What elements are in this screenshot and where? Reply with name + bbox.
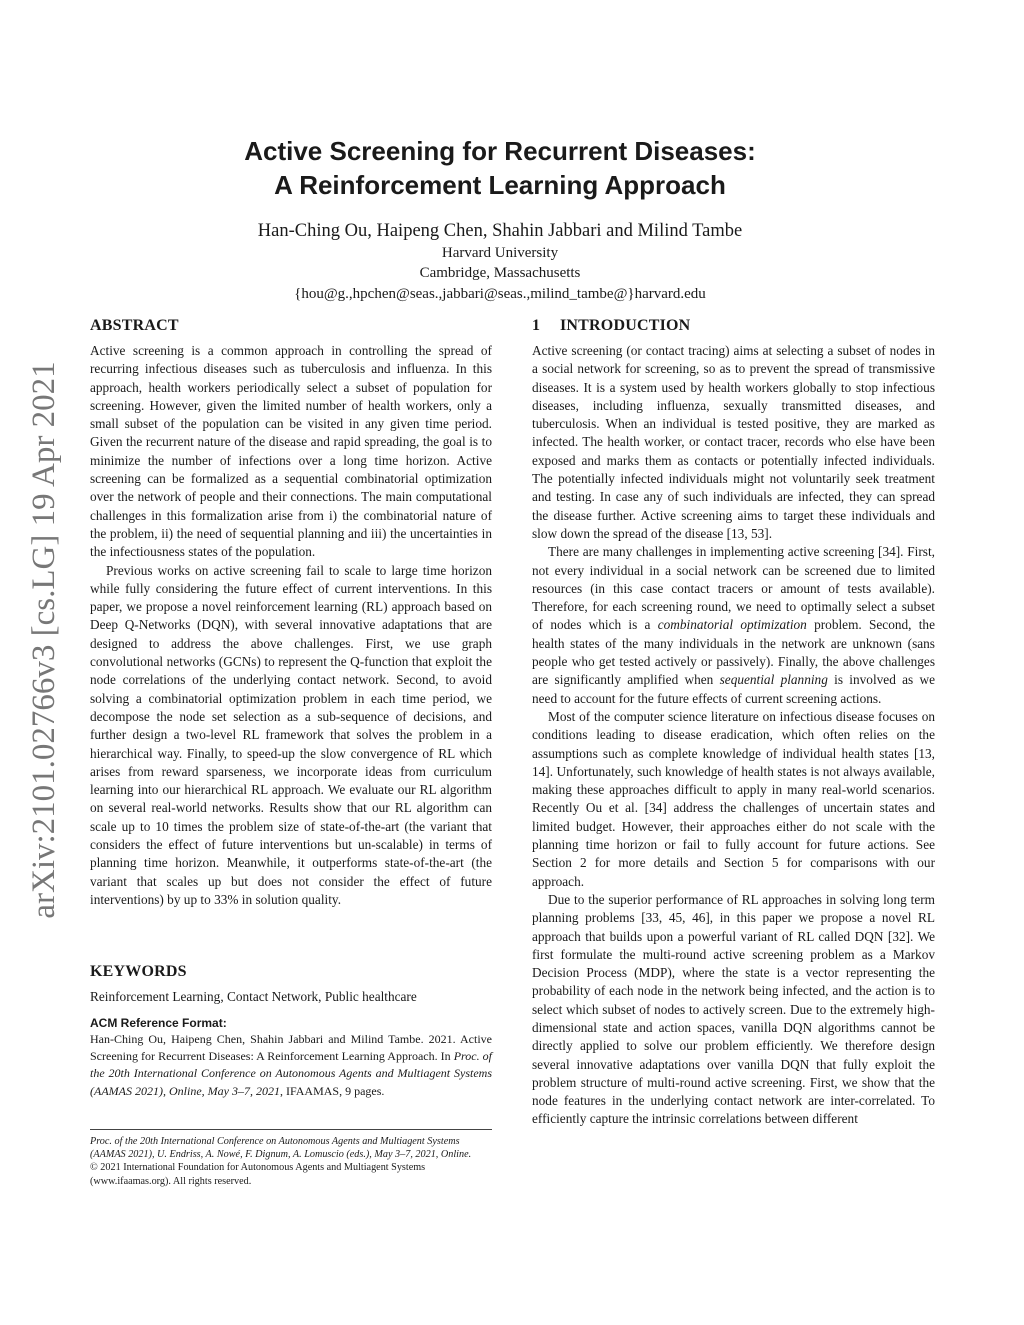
author-list: Han-Ching Ou, Haipeng Chen, Shahin Jabbari and Milind Tambe xyxy=(257,221,743,241)
abstract-heading: ABSTRACT xyxy=(90,317,179,334)
intro-p2-part-c: is involved as we need to account for the future effects of current screening actions. xyxy=(532,672,935,706)
keywords-text: Reinforcement Learning, Contact Network, Public healthcare xyxy=(90,989,417,1004)
right-column xyxy=(532,316,935,1129)
acm-reference-heading: ACM Reference Format: xyxy=(90,1016,227,1030)
intro-p2-emphasis-2: sequential planning xyxy=(719,672,828,688)
abstract-paragraph-2: Previous works on active screening fail to scale to large time horizon while fully considering the future effect of current interventions. In this paper, we propose a novel reinforcement learning (RL) approach based on Deep Q-Networks (DQN), with several innovative adaptations that are designed to address the above challenges. First, we use graph convolutional networks (GCNs) to represent the Q-function that exploit the node correlations of the underlying contact network. Second, to avoid solving a combinatorial optimization problem in each time period, we decompose the node set selection as a sub-sequence of decisions, and further design a two-level RL framework that solves the problem in a hierarchical way. Finally, to speed-up the slow convergence of RL which arises from reward sparseness, we incorporate ideas from curriculum learning into our hierarchical RL approach. We evaluate our RL algorithm on several real-world networks. Results show that our RL algorithm can scale up to 10 times the problem size of state-of-the-art (the variant that considers the effect of future interventions but un-scalable) in terms of planning time horizon. Meanwhile, it outperforms state-of-the-art (the variant that scales up but does not consider the effect of future interventions) by up to 33% in solution quality. xyxy=(90,562,492,907)
arxiv-stamp: arXiv:2101.02766v3 [cs.LG] 19 Apr 2021 xyxy=(26,361,62,919)
title-line-1: Active Screening for Recurrent Diseases: xyxy=(244,136,756,166)
intro-p2-emphasis-1: combinatorial optimization xyxy=(657,617,807,633)
intro-p2-part-a: There are many challenges in implementing active screening [34]. First, not every individual in a social network can be screened due to limited resources (in this case contact tracers or amount of tests available). Therefore, for each screening round, we need to optimally select a subset of nodes which is a xyxy=(532,544,935,633)
intro-paragraph-2 xyxy=(532,543,935,708)
acm-reference-italic: Proc. of the 20th International Conference on Autonomous Agents and Multiagent Systems (AAMAS 2021), Online, May 3–7, 2021 xyxy=(90,1049,492,1098)
section-title: INTRODUCTION xyxy=(560,317,691,334)
acm-reference-text xyxy=(90,1031,492,1100)
footnote-proceedings-italic: Proc. of the 20th International Conference on Autonomous Agents and Multiagent Systems (AAMAS 2021), U. Endriss, A. Nowé, F. Dignum, A. Lomuscio (eds.), May 3–7, 2021, Online. xyxy=(90,1136,472,1161)
left-column xyxy=(90,316,492,909)
section-number: 1 xyxy=(532,317,541,334)
footnote-proceedings xyxy=(90,1135,492,1161)
intro-paragraph-3: Most of the computer science literature on infectious disease focuses on conditions leading to disease eradication, which often relies on the assumptions such as complete knowledge of individual health states [13, 14]. Unfortunately, such knowledge of health states is not always available, making these approaches difficult to apply in many real-world scenarios. Recently Ou et al. [34] address the challenges of uncertain states and limited budget. However, their approaches either do not scale with the planning time horizon or fail to fully account for future actions. See Section 2 for more details and Section 5 for comparisons with our approach. xyxy=(532,708,935,889)
keywords-heading: KEYWORDS xyxy=(90,963,187,980)
intro-p2-part-b: problem. Second, the health states of the many individuals in the network are unknown (sans people who get tested actively or passively). Finally, the above challenges are significantly amplified when xyxy=(532,617,935,688)
intro-paragraph-4: Due to the superior performance of RL approaches in solving long term planning problems [33, 45, 46], in this paper we propose a novel RL approach that builds upon a powerful variant of RL called DQN [32]. We first formulate the multi-round active screening problem as a Markov Decision Process (MDP), where the state is a vector representing the probability of each node in the network being infected, and the action is to select which subset of nodes to actively screen. Due to the extremely high-dimensional state and action spaces, vanilla DQN algorithms cannot be directly applied to solve our problem efficiently. We therefore design several innovative adaptations over vanilla DQN that fully exploit the problem structure of multi-round active screening. First, we show that the node features in the underlying contact network are inter-correlated. To efficiently capture the intrinsic correlations between different xyxy=(532,891,935,1127)
footnote-copyright: © 2021 International Foundation for Autonomous Agents and Multiagent Systems (www.ifaamas.org). All rights reserved. xyxy=(90,1162,426,1187)
intro-paragraph-1: Active screening (or contact tracing) aims at selecting a subset of nodes in a social network for screening, so as to prevent the spread of transmissive diseases. It is a system used by health workers globally to stop infectious diseases, including influenza, sexually transmitted diseases, and tuberculosis. When an individual is tested positive, they are marked as infected. The health worker, or contact tracer, records who else have been exposed and marks them as contacts or potentially infected individuals. The potentially infected individuals might not voluntarily seek treatment and testing. In case any of such individuals are infected, they can spread the disease further. Active screening aims to target these individuals and slow down the spread of the disease [13, 53]. xyxy=(532,343,935,541)
affiliation-institution: Harvard University xyxy=(441,245,559,261)
acm-reference-plain-1: Han-Ching Ou, Haipeng Chen, Shahin Jabbari and Milind Tambe. 2021. Active Screening for Recurrent Diseases: A Reinforcement Learning Approach. In xyxy=(90,1032,492,1064)
abstract-paragraph-1: Active screening is a common approach in controlling the spread of recurring infectious diseases such as tuberculosis and influenza. In this approach, health workers periodically select a subset of population for screening. However, given the limited number of health workers, only a small subset of the population can be visited in any given time period. Given the recurrent nature of the disease and rapid spreading, the goal is to minimize the number of infections over a long time horizon. Active screening can be formalized as a sequential combinatorial optimization over the network of people and their connections. The main computational challenges in this formalization arise from i) the combinatorial nature of the problem, ii) the need of sequential planning and iii) the uncertainties in the infectiousness states of the population. xyxy=(90,343,492,560)
introduction-heading xyxy=(532,316,935,336)
keywords-section xyxy=(90,962,492,1006)
acm-reference-plain-2: , IFAAMAS, 9 pages. xyxy=(279,1083,385,1098)
conference-footnote xyxy=(90,1129,492,1188)
acm-reference xyxy=(90,1015,492,1100)
title-line-2: A Reinforcement Learning Approach xyxy=(274,170,726,200)
affiliation-emails: {hou@g.,hpchen@seas.,jabbari@seas.,milind_tambe@}harvard.edu xyxy=(294,286,706,302)
affiliation-location: Cambridge, Massachusetts xyxy=(419,265,581,281)
paper-title xyxy=(120,134,880,202)
